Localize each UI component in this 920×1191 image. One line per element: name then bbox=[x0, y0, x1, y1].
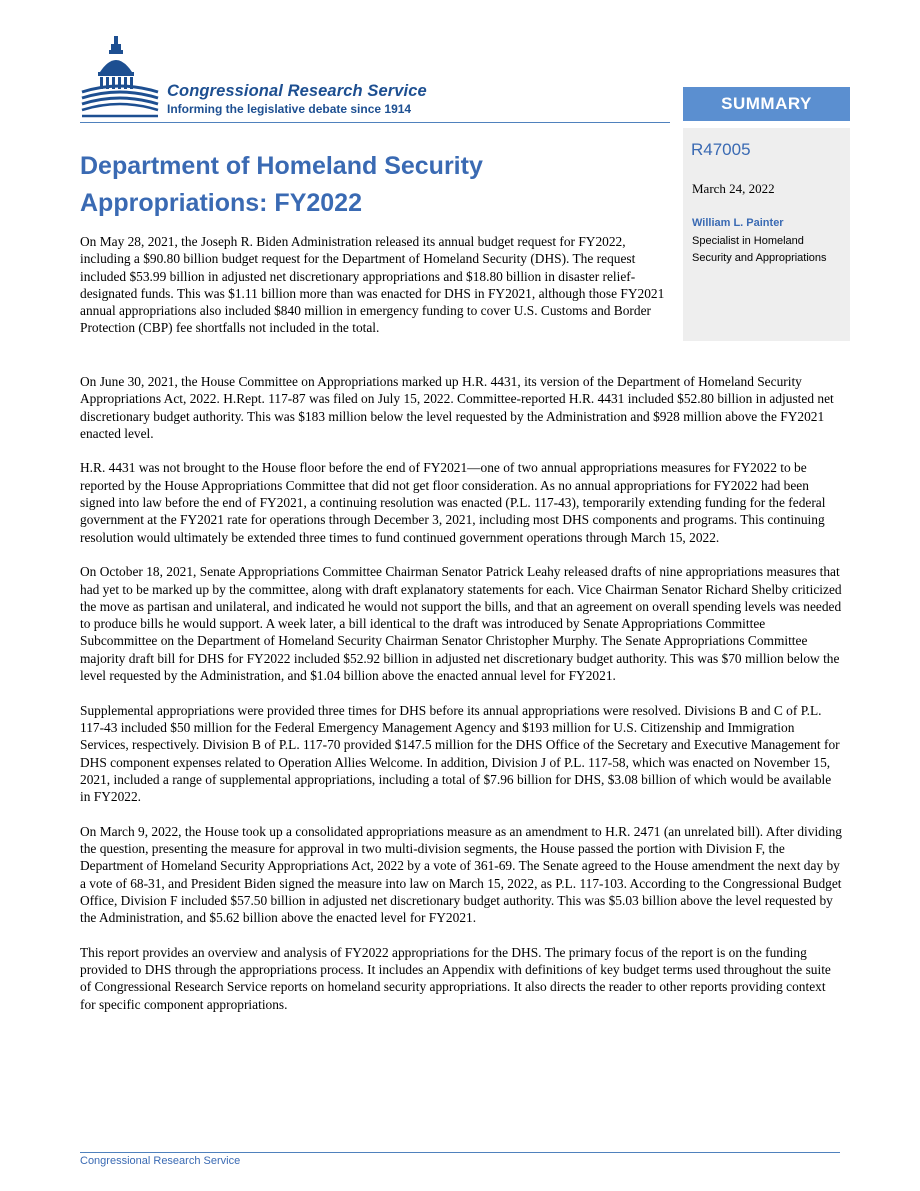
summary-paragraph: On March 9, 2022, the House took up a consolidated appropriations measure as an amendment to H.R. 2471 (an unrelated bill). After dividing the question, presenting the measure for approval in two multi-division segments, the House passed the portion with Division F, the Department of Homeland Security Appropriations Act, 2022 by a vote of 361-69. The Senate agreed to the House amendment the next day by a vote of 68-31, and President Biden signed the measure into law on March 15, 2022, as P.L. 117-103. According to the Congressional Budget Office, Division F included $57.50 billion in adjusted net discretionary budget authority. This was $5.03 billion above the level requested by the Administration, and $5.62 billion above the enacted level for FY2021. bbox=[80, 823, 842, 926]
crs-logo bbox=[80, 30, 480, 122]
summary-paragraph: H.R. 4431 was not brought to the House floor before the end of FY2021—one of two annual appropriations measures for FY2022 to be reported by the House Appropriations Committee that did not get floor consideration. As no annual appropriations for FY2022 had been signed into law before the end of FY2021, a continuing resolution was enacted (P.L. 117-43), temporarily extending funding for the federal government at the FY2021 rate for operations through December 3, 2021, including most DHS components and programs. This continuing resolution would ultimately be extended three times to fund continued government operations through March 15, 2022. bbox=[80, 460, 826, 545]
summary-paragraph: On June 30, 2021, the House Committee on Appropriations marked up H.R. 4431, its version of the Department of Homeland Security Appropriations Act, 2022. H.Rept. 117-87 was filed on July 15, 2022. Committee-reported H.R. 4431 included $52.80 billion in adjusted net discretionary budget authority. This was $183 million below the level requested by the Administration and $928 million above the FY2021 enacted level. bbox=[80, 374, 834, 441]
summary-paragraph: On May 28, 2021, the Joseph R. Biden Administration released its annual budget request for FY2022, including a $90.80 billion budget request for the Department of Homeland Security (DHS). The request included $53.99 billion in adjusted net discretionary appropriations and $18.80 billion in disaster relief-designated funds. This was $1.11 billion more than was enacted for DHS in FY2021, although those FY2021 annual appropriations also included $840 million in emergency funding to cover U.S. Customs and Border Protection (CBP) fee shortfalls not included in the total. bbox=[80, 234, 665, 336]
summary-sidebar bbox=[683, 128, 850, 341]
report-date: March 24, 2022 bbox=[692, 181, 775, 196]
summary-paragraph: This report provides an overview and analysis of FY2022 appropriations for the DHS. The primary focus of the report is on the funding provided to DHS through the appropriations process. It includes an Appendix with definitions of key budget terms used throughout the suite of Congressional Research Service reports on homeland security appropriations. It also directs the reader to other reports providing context for specific component appropriations. bbox=[80, 944, 831, 1012]
author-name: William L. Painter bbox=[692, 217, 784, 229]
capitol-dome-icon bbox=[80, 30, 164, 122]
footer-divider bbox=[80, 1152, 840, 1153]
header-divider bbox=[80, 122, 670, 123]
summary-paragraph: On October 18, 2021, Senate Appropriations Committee Chairman Senator Patrick Leahy released drafts of nine appropriations measures that had yet to be marked up by the committee, along with draft explanatory statements for each. Vice Chairman Senator Richard Shelby criticized the move as partisan and unilateral, and indicated he would not support the bills, and that an agreement on overall spending levels was needed to produce bills he would support. A week later, a bill identical to the draft was introduced by Senate Appropriations Committee Subcommittee on the Department of Homeland Security Chairman Senator Christopher Murphy. The Senate Appropriations Committee majority draft bill for DHS for FY2022 included $52.92 billion in adjusted net discretionary budget authority. This was $70 million below the level requested by the Administration, and $1.04 billion above the enacted annual level for FY2021. bbox=[80, 564, 842, 684]
page-title: Department of Homeland Security Appropriations: FY2022 bbox=[80, 152, 483, 217]
summary-label: SUMMARY bbox=[683, 87, 850, 121]
author-title: Specialist in Homeland Security and Appropriations bbox=[692, 235, 827, 264]
footer-organization: Congressional Research Service bbox=[80, 1155, 241, 1167]
summary-paragraph: Supplemental appropriations were provided three times for DHS before its annual appropriations were resolved. Divisions B and C of P.L. 117-43 included $50 million for the Federal Emergency Management Agency and $193 million for U.S. Citizenship and Immigration Services, respectively. Division B of P.L. 117-70 provided $147.5 million for the DHS Office of the Secretary and Executive Management for DHS component expenses related to Operation Allies Welcome. In addition, Division J of P.L. 117-58, which was enacted on November 15, 2021, included a range of supplemental appropriations, including a total of $7.96 billion for DHS, $3.08 billion of which would be available in FY2022. bbox=[80, 702, 840, 805]
organization-name: Congressional Research Service bbox=[167, 82, 427, 100]
report-number: R47005 bbox=[691, 140, 751, 159]
summary-body bbox=[80, 373, 842, 1030]
organization-tagline: Informing the legislative debate since 1914 bbox=[167, 102, 412, 116]
